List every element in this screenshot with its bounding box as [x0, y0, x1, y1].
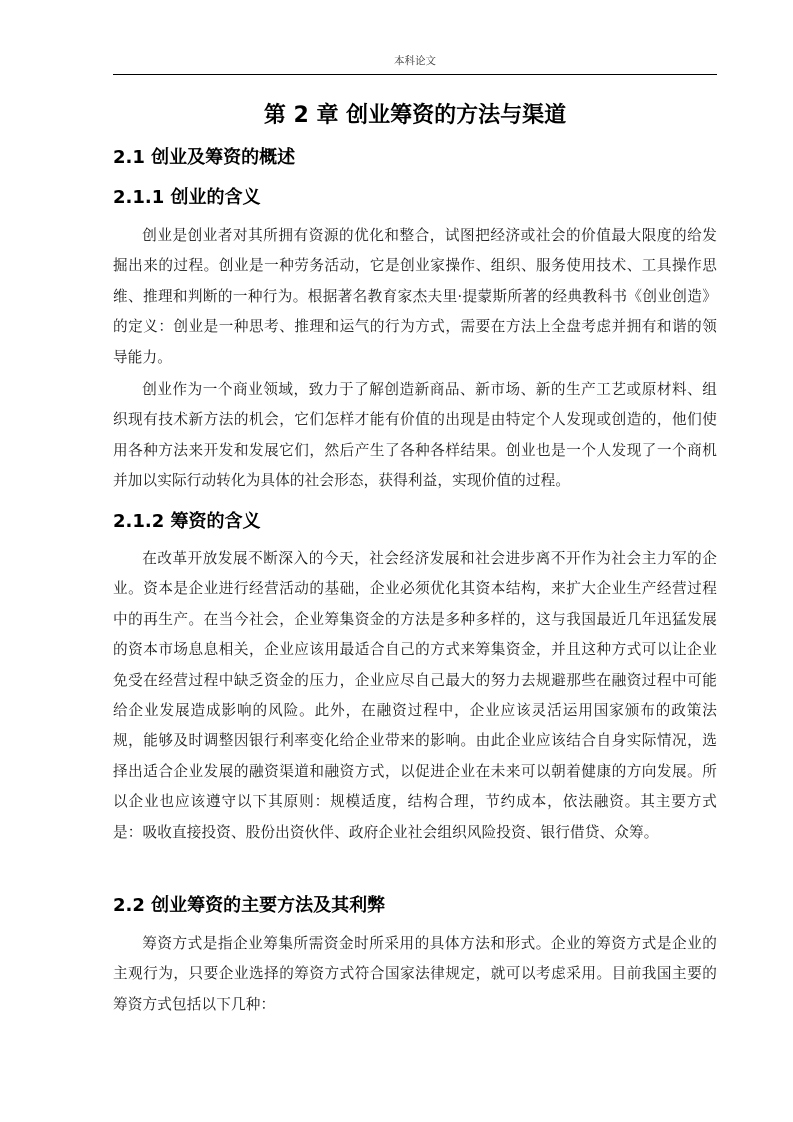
page-header — [113, 52, 717, 75]
paragraph-2-1-2-a: 在改革开放发展不断深入的今天，社会经济发展和社会进步离不开作为社会主力军的企业。资本是企业进行经营活动的基础，企业必须优化其资本结构，来扩大企业生产经营过程中的再生产。在当今社会，企业筹集资金的方法是多种多样的，这与我国最近几年迅猛发展的资本市场息息相关，企业应该用最适合自己的方式来筹集资金，并且这种方式可以让企业免受在经营过程中缺乏资金的压力，企业应尽自己最大的努力去规避那些在融资过程中可能给企业发展造成影响的风险。此外，在融资过程中，企业应该灵活运用国家颁布的政策法规，能够及时调整因银行利率变化给企业带来的影响。由此企业应该结合自身实际情况，选择出适合企业发展的融资渠道和融资方式，以促进企业在未来可以朝着健康的方向发展。所以企业也应该遵守以下其原则：规模适度，结构合理，节约成本，依法融资。其主要方式是：吸收直接投资、股份出资伙伴、政府企业社会组织风险投资、银行借贷、众筹。 — [113, 550, 717, 841]
chapter-title: 第 2 章 创业筹资的方法与渠道 — [263, 103, 567, 128]
paragraph-2-1-1-a: 创业是创业者对其所拥有资源的优化和整合，试图把经济或社会的价值最大限度的给发掘出来的过程。创业是一种劳务活动，它是创业家操作、组织、服务使用技术、工具操作思维、推理和判断的一种行为。根据著名教育家杰夫里·提蒙斯所著的经典教科书《创业创造》的定义：创业是一种思考、推理和运气的行为方式，需要在方法上全盘考虑并拥有和谐的领导能力。 — [113, 227, 717, 366]
section-heading-2-2: 2.2 创业筹资的主要方法及其利弊 — [113, 895, 386, 916]
section-heading-2-1-2: 2.1.2 筹资的含义 — [113, 511, 261, 532]
paragraph-2-1-1-b: 创业作为一个商业领域，致力于了解创造新商品、新市场、新的生产工艺或原材料、组织现有技术新方法的机会，它们怎样才能有价值的出现是由特定个人发现或创造的，他们使用各种方法来开发和发展它们，然后产生了各种各样结果。创业也是一个人发现了一个商机并加以实际行动转化为具体的社会形态，获得利益，实现价值的过程。 — [113, 381, 717, 490]
running-title: 本科论文 — [394, 55, 436, 67]
section-heading-2-1-1: 2.1.1 创业的含义 — [113, 187, 261, 208]
paragraph-2-2-a: 筹资方式是指企业筹集所需资金时所采用的具体方法和形式。企业的筹资方式是企业的主观行为，只要企业选择的筹资方式符合国家法律规定，就可以考虑采用。目前我国主要的筹资方式包括以下几种： — [113, 935, 717, 1013]
section-heading-2-1: 2.1 创业及筹资的概述 — [113, 147, 296, 168]
